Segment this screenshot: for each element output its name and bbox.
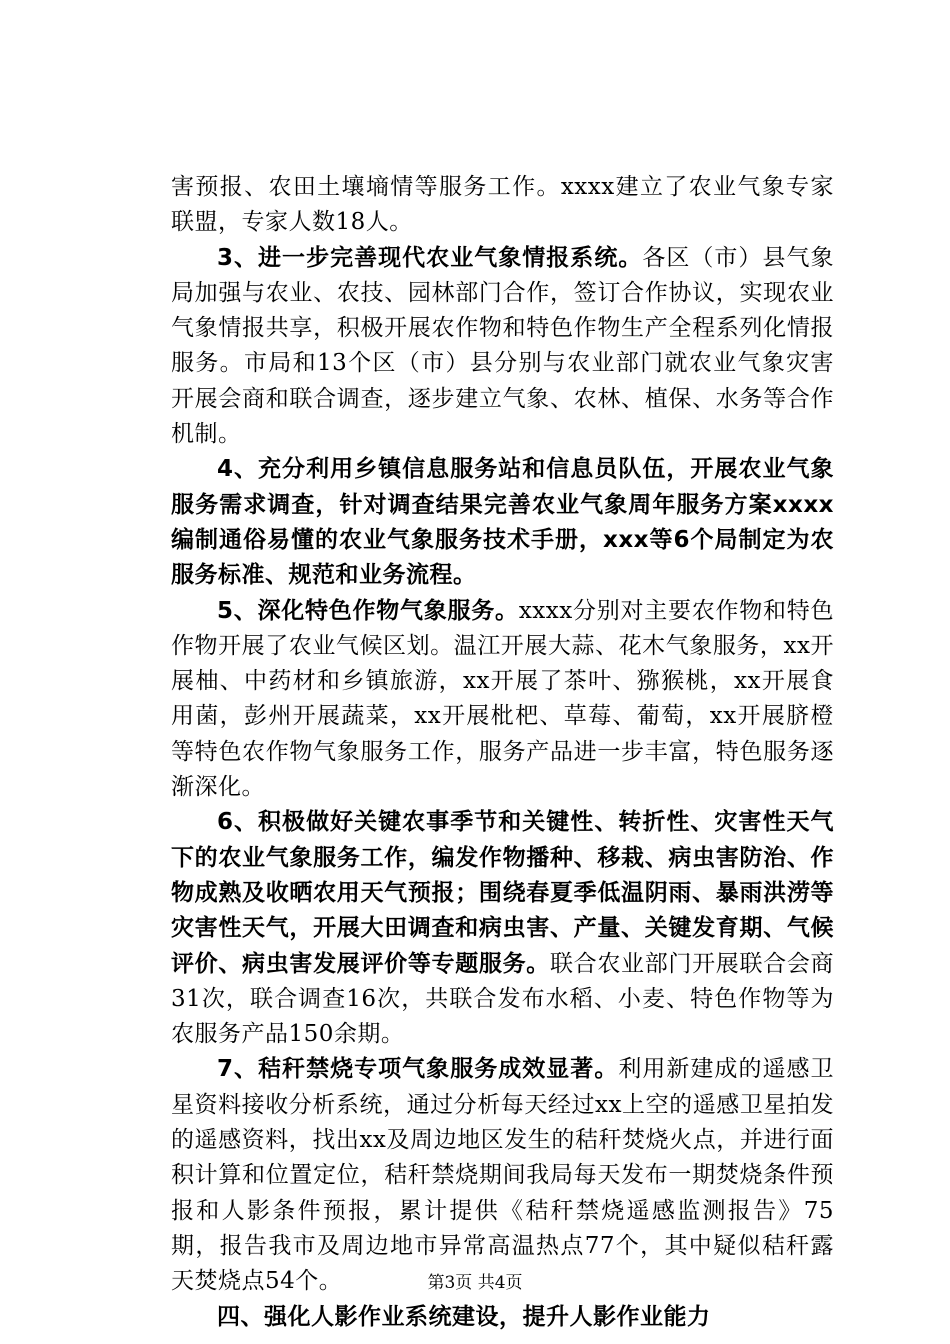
page-number-footer: 第3页 共4页 xyxy=(427,1273,523,1293)
paragraph-lead: 3、进一步完善现代农业气象情报系统。 xyxy=(217,244,643,271)
paragraph-text: xxxx分别对主要农作物和特色作物开展了农业气候区划。温江开展大蒜、花木气象服务，xx开展柚、中药材和乡镇旅游，xx开展了茶叶、猕猴桃，xx开展食用菌，彭州开展蔬菜，xx开展枇杷、草莓、葡萄，xx开展脐橙等特色农作物气象服务工作，服务产品进一步丰富，特色服务逐渐深化。 xyxy=(171,597,834,801)
paragraph-lead: 6、积极做好关键农事季节和关键性、转折性、灾害性天气下的农业气象服务工作，编发作物播种、移栽、病虫害防治、作物成熟及收晒农用天气预报；围绕春夏季低温阴雨、暴雨洪涝等灾害性天气，开展大田调查和病虫害、产量、关键发育期、气候评价、病虫害发展评价等专题服务。 xyxy=(171,809,834,977)
paragraph-item-3 xyxy=(171,241,834,453)
paragraph-lead: 4、充分利用乡镇信息服务站和信息员队伍，开展农业气象服务需求调查，针对调查结果完善农业气象周年服务方案xxxx编制通俗易懂的农业气象服务技术手册，xxx等6个局制定为农服务标准、规范和业务流程。 xyxy=(171,456,834,589)
document-body xyxy=(171,170,834,1335)
paragraph-lead: 5、深化特色作物气象服务。 xyxy=(217,597,519,624)
paragraph-item-5 xyxy=(171,594,834,806)
paragraph-item-7 xyxy=(171,1052,834,1299)
paragraph-text: 利用新建成的遥感卫星资料接收分析系统，通过分析每天经过xx上空的遥感卫星拍发的遥感资料，找出xx及周边地区发生的秸秆焚烧火点，并进行面积计算和位置定位，秸秆禁烧期间我局每天发布一期焚烧条件预报和人影条件预报，累计提供《秸秆禁烧遥感监测报告》75期，报告我市及周边地市异常高温热点77个，其中疑似秸秆露天焚烧点54个。 xyxy=(171,1056,834,1295)
paragraph-item-4 xyxy=(171,452,834,593)
paragraph-continuation xyxy=(171,170,834,241)
paragraph-text: 联合农业部门开展联合会商31次，联合调查16次，共联合发布水稻、小麦、特色作物等为农服务产品150余期。 xyxy=(171,950,835,1048)
paragraph-item-6 xyxy=(171,805,834,1052)
section-heading: 四、强化人影作业系统建设，提升人影作业能力 xyxy=(217,1303,711,1330)
paragraph-lead: 7、秸秆禁烧专项气象服务成效显著。 xyxy=(217,1056,619,1083)
paragraph-text: 害预报、农田土壤墒情等服务工作。xxxx建立了农业气象专家联盟，专家人数18人。 xyxy=(171,174,834,236)
paragraph-text: 各区（市）县气象局加强与农业、农技、园林部门合作，签订合作协议，实现农业气象情报共享，积极开展农作物和特色作物生产全程系列化情报服务。市局和13个区（市）县分别与农业部门就农业气象灾害开展会商和联合调查，逐步建立气象、农林、植保、水务等合作机制。 xyxy=(171,244,834,448)
